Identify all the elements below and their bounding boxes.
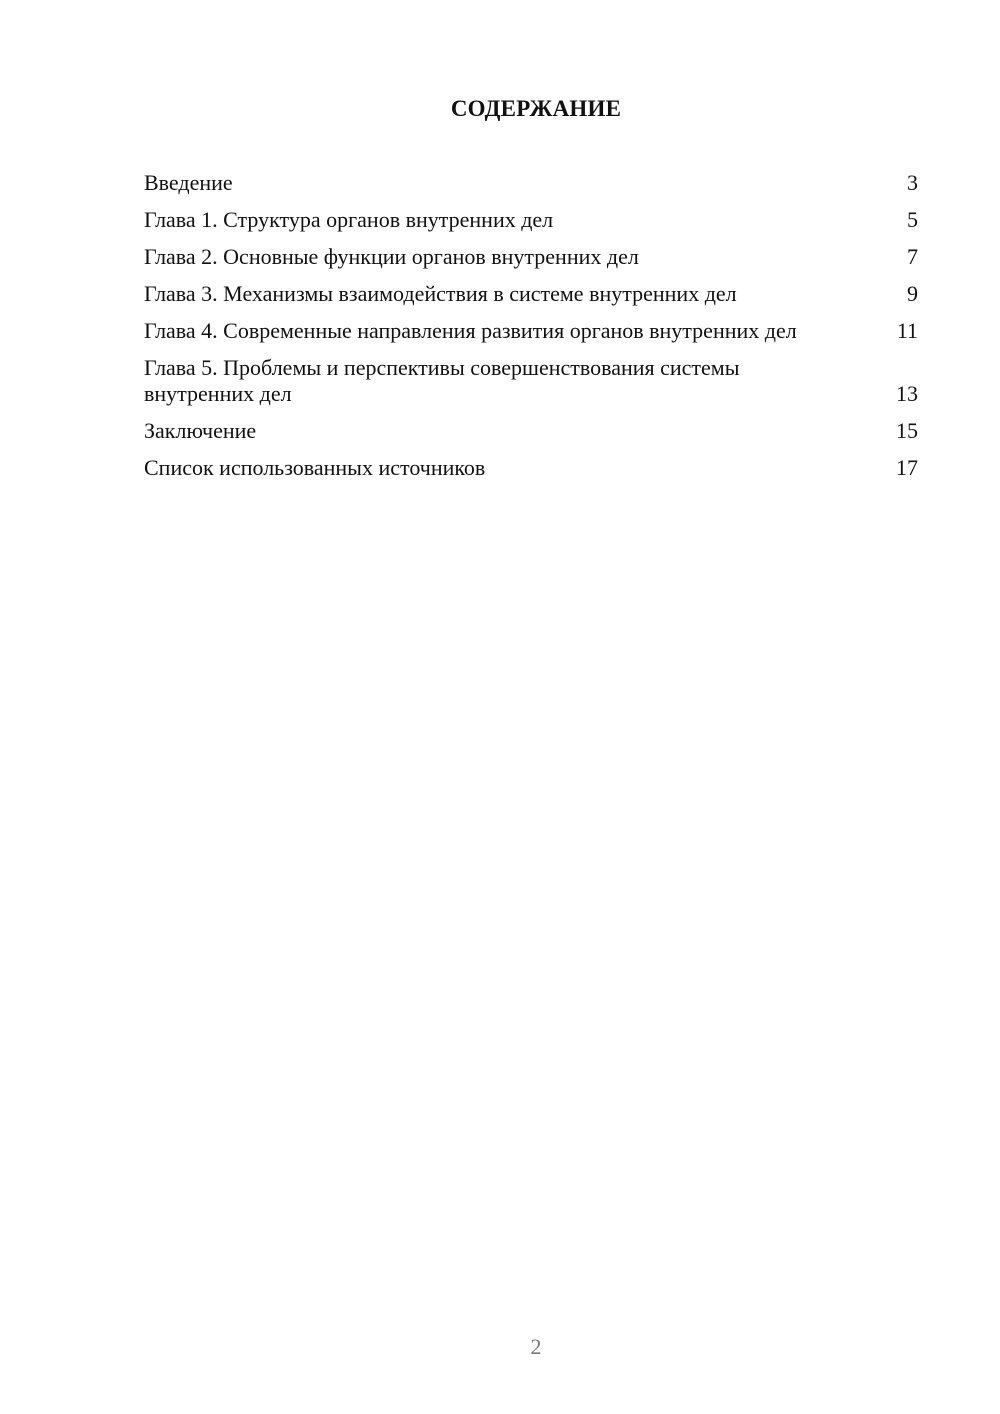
toc-entry-chapter-2 bbox=[144, 244, 918, 270]
toc-entry-chapter-4 bbox=[144, 318, 918, 344]
toc-entry-page: 13 bbox=[896, 381, 918, 406]
toc-entry-label: Глава 1. Структура органов внутренних дел bbox=[144, 207, 554, 232]
toc-entry-page: 9 bbox=[907, 281, 918, 306]
toc-entry-page: 15 bbox=[896, 418, 918, 443]
toc-entry-page: 3 bbox=[907, 170, 918, 195]
toc-entry-page: 5 bbox=[907, 207, 918, 232]
toc-entry-chapter-3 bbox=[144, 281, 918, 307]
toc-entry-page: 11 bbox=[896, 318, 918, 343]
toc-entry-conclusion bbox=[144, 418, 918, 444]
toc-entry-label: Заключение bbox=[144, 418, 257, 443]
toc-entry-label: Глава 2. Основные функции органов внутренних дел bbox=[144, 244, 639, 269]
toc-entry-label: Список использованных источников bbox=[144, 455, 486, 480]
toc-entry-label: Глава 3. Механизмы взаимодействия в системе внутренних дел bbox=[144, 281, 737, 306]
toc-entry-label: Глава 5. Проблемы и перспективы совершенствования системы внутренних дел bbox=[144, 355, 740, 406]
toc-entry-page: 17 bbox=[896, 455, 918, 480]
page-number: 2 bbox=[530, 1334, 542, 1359]
toc-entry-label: Глава 4. Современные направления развития органов внутренних дел bbox=[144, 318, 797, 343]
toc-entry-label: Введение bbox=[144, 170, 233, 195]
toc-entry-introduction bbox=[144, 170, 918, 196]
toc-entry-chapter-5 bbox=[144, 355, 918, 407]
table-of-contents bbox=[144, 170, 918, 492]
toc-entry-page: 7 bbox=[907, 244, 918, 269]
toc-entry-references bbox=[144, 455, 918, 481]
toc-entry-chapter-1 bbox=[144, 207, 918, 233]
toc-title: СОДЕРЖАНИЕ bbox=[450, 96, 622, 121]
